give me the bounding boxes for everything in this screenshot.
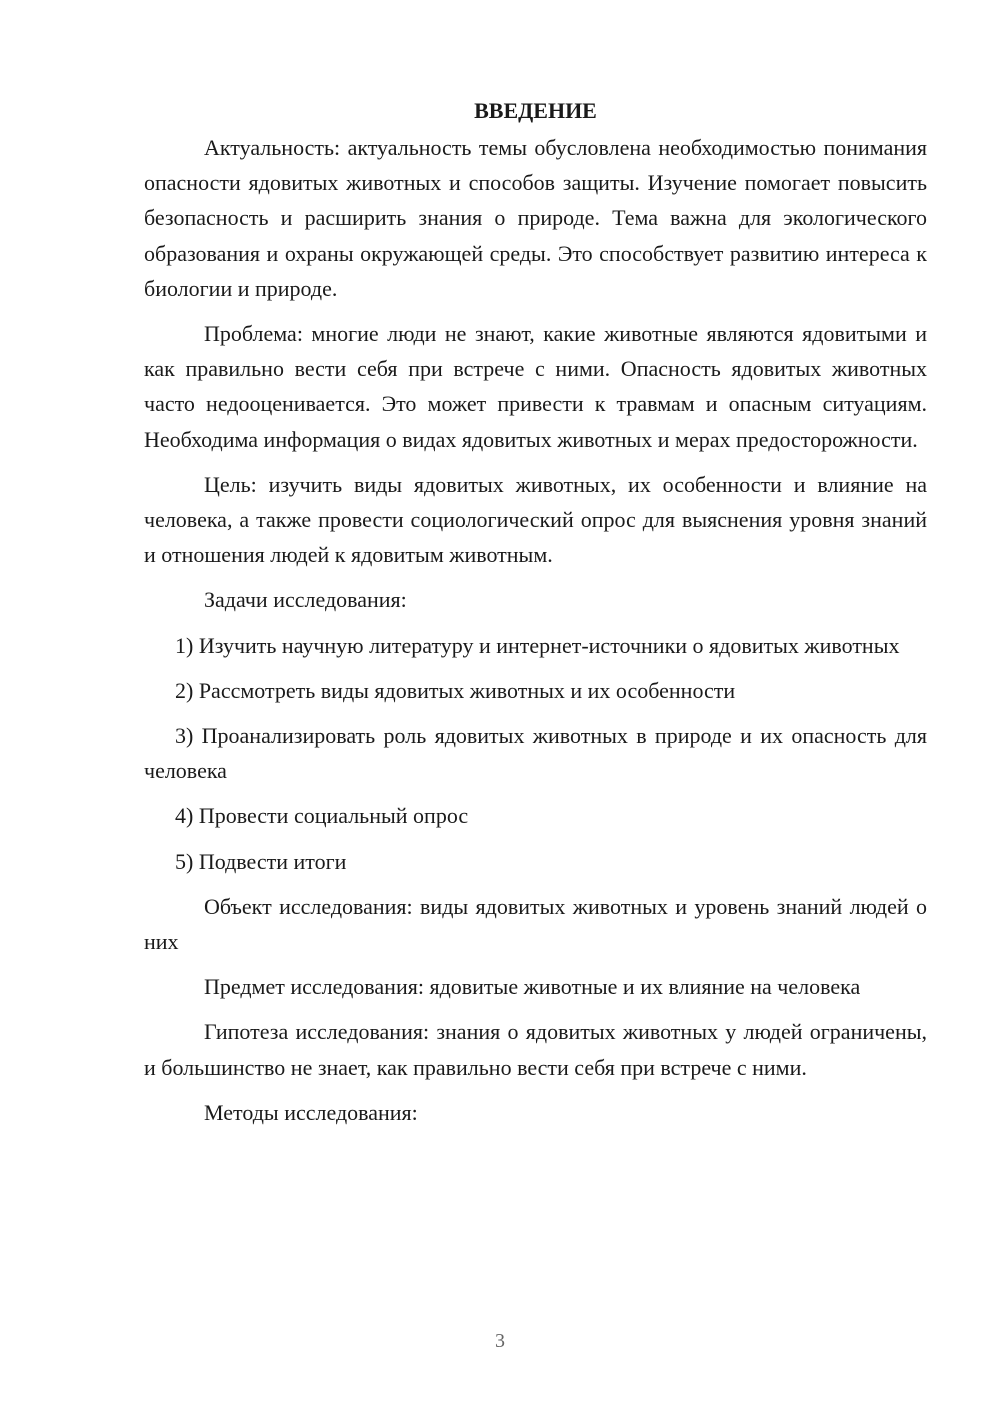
paragraph-problem: Проблема: многие люди не знают, какие животные являются ядовитыми и как правильно вести себя при встрече с ними. Опасность ядовитых животных часто недооценивается. Это может привести к травмам и опасным ситуациям. Необходима информация о видах ядовитых животных и мерах предосторожности.: [144, 321, 927, 452]
section-title: ВВЕДЕНИЕ: [474, 98, 597, 123]
task-item-5: 5) Подвести итоги: [175, 848, 347, 874]
paragraph-hypothesis: Гипотеза исследования: знания о ядовитых животных у людей ограничены, и большинство не знает, как правильно вести себя при встрече с ними.: [144, 1019, 927, 1080]
task-item-4: 4) Провести социальный опрос: [175, 803, 469, 829]
methods-heading: Методы исследования:: [204, 1099, 418, 1125]
document-page: [144, 96, 927, 1140]
task-item-2: 2) Рассмотреть виды ядовитых животных и их особенности: [175, 677, 736, 703]
task-item-1: 1) Изучить научную литературу и интернет-источники о ядовитых животных: [175, 632, 900, 658]
paragraph-relevance: Актуальность: актуальность темы обусловлена необходимостью понимания опасности ядовитых животных и способов защиты. Изучение помогает повысить безопасность и расширить знания о природе. Тема важна для экологического образования и охраны окружающей среды. Это способствует развитию интереса к биологии и природе.: [144, 135, 927, 301]
tasks-heading: Задачи исследования:: [204, 587, 407, 613]
task-item-3: 3) Проанализировать роль ядовитых животных в природе и их опасность для человека: [144, 723, 927, 784]
paragraph-goal: Цель: изучить виды ядовитых животных, их особенности и влияние на человека, а также провести социологический опрос для выяснения уровня знаний и отношения людей к ядовитым животным.: [144, 471, 927, 568]
paragraph-subject: Предмет исследования: ядовитые животные и их влияние на человека: [204, 974, 861, 1000]
page-number: 3: [495, 1330, 505, 1352]
paragraph-object: Объект исследования: виды ядовитых животных и уровень знаний людей о них: [144, 893, 927, 955]
